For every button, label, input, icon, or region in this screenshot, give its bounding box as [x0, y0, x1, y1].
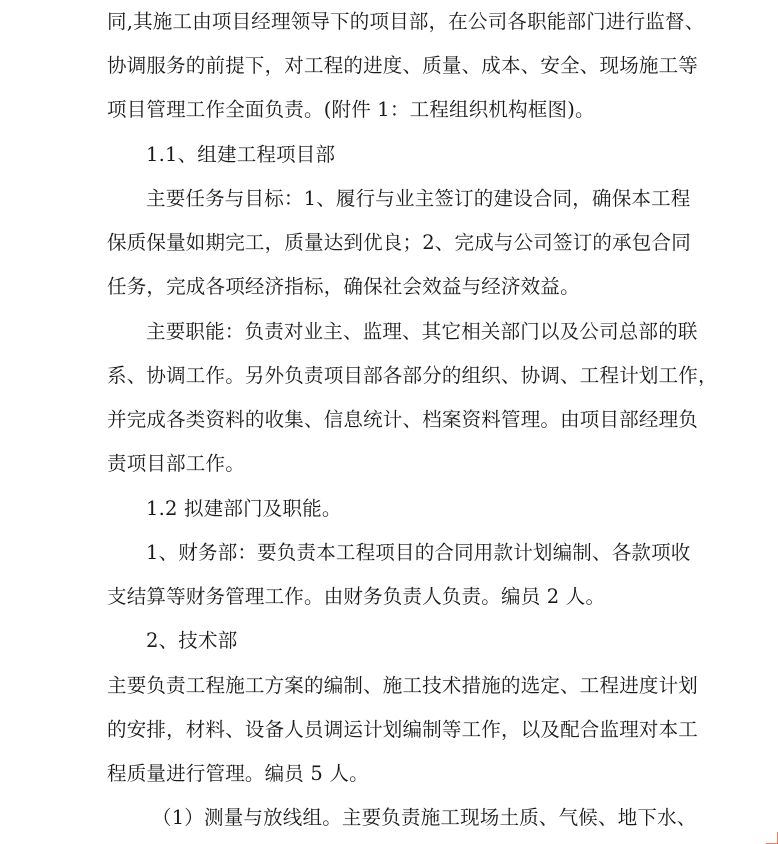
text-line-1: 同,其施工由项目经理领导下的项目部，在公司各职能部门进行监督、	[107, 10, 705, 33]
text-line-16: 主要负责工程施工方案的编制、施工技术措施的选定、工程进度计划	[107, 674, 699, 697]
text-line-13: 1、财务部：要负责本工程项目的合同用款计划编制、各款项收	[146, 541, 691, 564]
section-heading-1-2: 1.2 拟建部门及职能。	[146, 497, 342, 520]
text-line-17: 的安排，材料、设备人员调运计划编制等工作，以及配合监理对本工	[107, 718, 699, 741]
section-heading-1-1: 1.1、组建工程项目部	[146, 143, 336, 166]
text-line-10: 并完成各类资料的收集、信息统计、档案资料管理。由项目部经理负	[107, 408, 699, 431]
text-line-6: 保质保量如期完工，质量达到优良；2、完成与公司签订的承包合同	[107, 231, 691, 254]
text-line-5: 主要任务与目标：1、履行与业主签订的建设合同，确保本工程	[146, 187, 691, 210]
text-line-18: 程质量进行管理。编员 5 人。	[107, 762, 369, 785]
text-line-7: 任务，完成各项经济指标，确保社会效益与经济效益。	[107, 275, 580, 298]
text-line-9: 系、协调工作。另外负责项目部各部分的组织、协调、工程计划工作，	[107, 364, 718, 387]
subsection-heading-technical: 2、技术部	[146, 629, 238, 652]
text-line-2: 协调服务的前提下，对工程的进度、质量、成本、安全、现场施工等	[107, 54, 699, 77]
corner-mark-icon	[764, 830, 778, 844]
text-line-11: 责项目部工作。	[107, 452, 245, 475]
text-line-14: 支结算等财务管理工作。由财务负责人负责。编员 2 人。	[107, 585, 606, 608]
text-line-8: 主要职能：负责对业主、监理、其它相关部门以及公司总部的联	[146, 320, 698, 343]
text-line-19: （1）测量与放线组。主要负责施工现场土质、气候、地下水、	[152, 806, 697, 829]
text-line-3: 项目管理工作全面负责。(附件 1：工程组织机构框图)。	[107, 98, 595, 121]
